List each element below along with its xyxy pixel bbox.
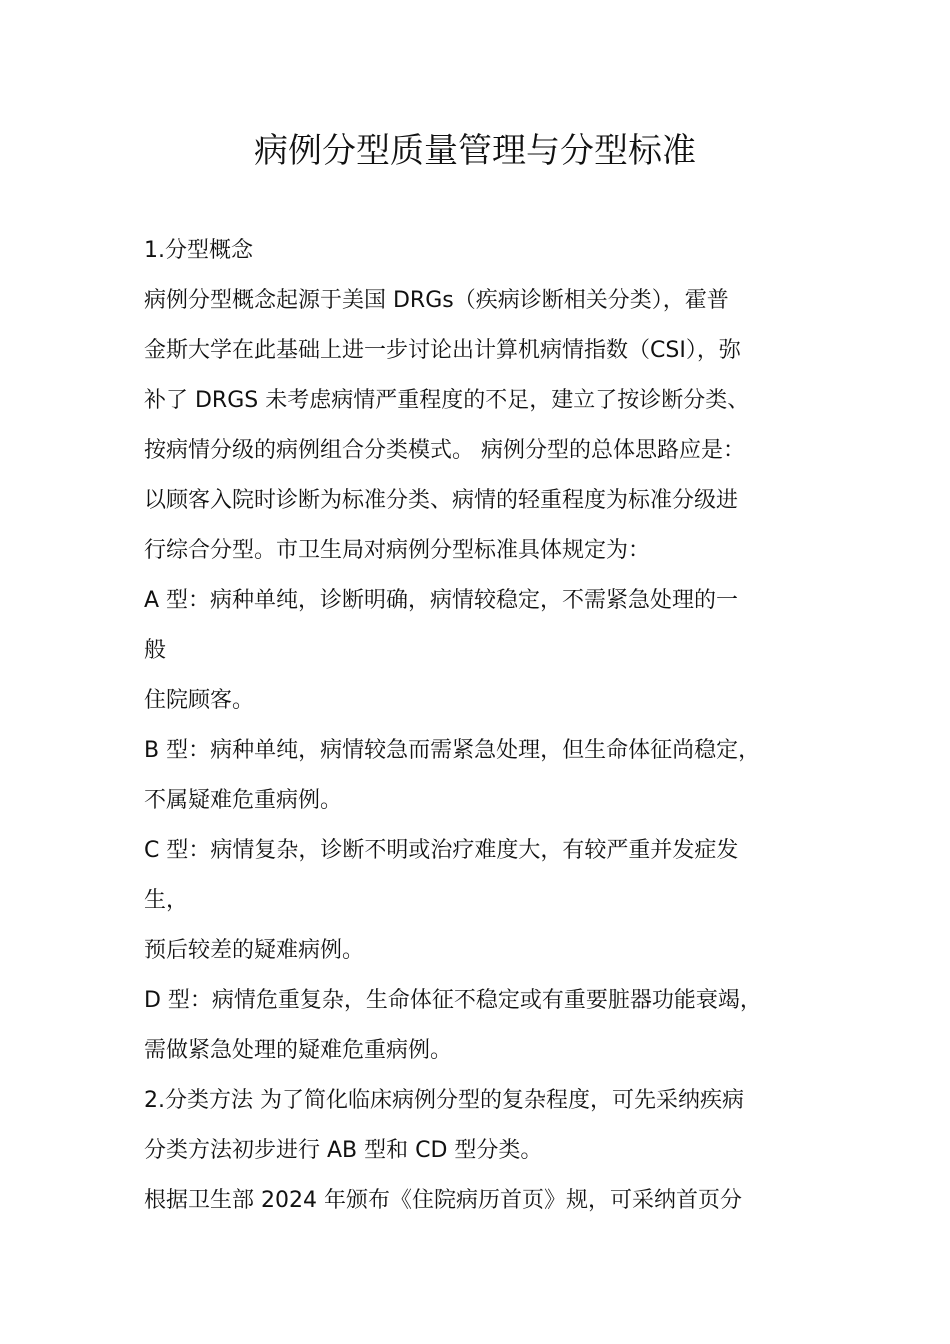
paragraph-line: 1.分型概念 bbox=[144, 238, 253, 263]
paragraph-line: 按病情分级的病例组合分类模式。 病例分型的总体思路应是： bbox=[144, 438, 745, 463]
document-title: 病例分型质量管理与分型标准 bbox=[254, 131, 696, 171]
paragraph-line: 补了 DRGS 未考虑病情严重程度的不足，建立了按诊断分类、 bbox=[144, 388, 750, 413]
document-body bbox=[144, 226, 816, 1226]
paragraph-line: 需做紧急处理的疑难危重病例。 bbox=[144, 1038, 453, 1063]
paragraph-line: 病例分型概念起源于美国 DRGs（疾病诊断相关分类），霍普 bbox=[144, 288, 729, 313]
paragraph-line: A 型：病种单纯，诊断明确，病情较稳定，不需紧急处理的一 bbox=[144, 588, 739, 613]
paragraph-line: 住院顾客。 bbox=[144, 688, 255, 713]
paragraph-line: 以顾客入院时诊断为标准分类、病情的轻重程度为标准分级进 bbox=[144, 488, 739, 513]
paragraph-line: 2.分类方法 为了简化临床病例分型的复杂程度，可先采纳疾病 bbox=[144, 1088, 744, 1113]
paragraph-line: 根据卫生部 2024 年颁布《住院病历首页》规，可采纳首页分 bbox=[144, 1188, 742, 1213]
paragraph-line: B 型：病种单纯，病情较急而需紧急处理，但生命体征尚稳定， bbox=[144, 738, 761, 763]
paragraph-line: C 型：病情复杂，诊断不明或治疗难度大，有较严重并发症发 bbox=[144, 838, 739, 863]
paragraph-line: 生， bbox=[144, 888, 189, 913]
paragraph-line: D 型：病情危重复杂，生命体征不稳定或有重要脏器功能衰竭， bbox=[144, 988, 762, 1013]
paragraph-line: 金斯大学在此基础上进一步讨论出计算机病情指数（CSI），弥 bbox=[144, 338, 741, 363]
paragraph-line: 分类方法初步进行 AB 型和 CD 型分类。 bbox=[144, 1138, 543, 1163]
paragraph-line: 不属疑难危重病例。 bbox=[144, 788, 343, 813]
paragraph-line: 般 bbox=[144, 638, 167, 663]
paragraph-line: 行综合分型。市卫生局对病例分型标准具体规定为： bbox=[144, 538, 651, 563]
paragraph-line: 预后较差的疑难病例。 bbox=[144, 938, 365, 963]
